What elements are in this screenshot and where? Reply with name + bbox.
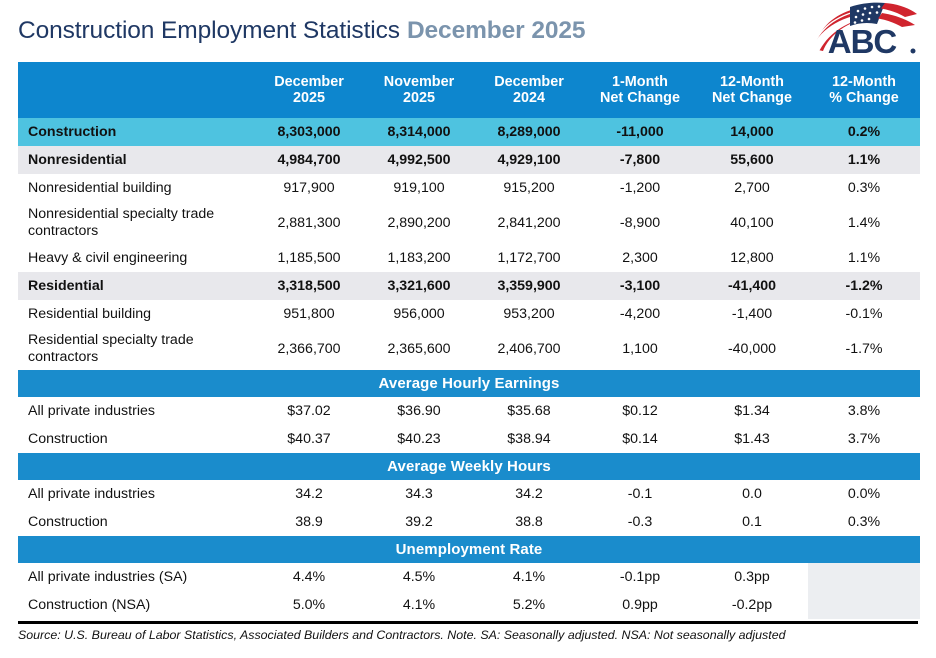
- row-value: 1,172,700: [474, 244, 584, 272]
- row-label: Nonresidential building: [18, 174, 254, 202]
- row-value: -8,900: [584, 202, 696, 244]
- row-value: $38.94: [474, 425, 584, 453]
- row-value: 0.0%: [808, 480, 920, 508]
- row-value: 0.3pp: [696, 563, 808, 591]
- row-value: 951,800: [254, 300, 364, 328]
- row-value: 3.8%: [808, 397, 920, 425]
- row-value: 8,289,000: [474, 118, 584, 146]
- statistics-table: [18, 62, 920, 619]
- table-row: [18, 174, 920, 202]
- table-row: [18, 272, 920, 300]
- svg-text:ABC: ABC: [827, 23, 897, 58]
- row-value: 2,700: [696, 174, 808, 202]
- abc-logo: [802, 2, 922, 58]
- section-title: Average Hourly Earnings: [18, 370, 920, 397]
- row-value: -1.2%: [808, 272, 920, 300]
- row-value: 4,929,100: [474, 146, 584, 174]
- row-label: Nonresidential specialty trade contractors: [18, 202, 254, 244]
- row-value: 34.2: [474, 480, 584, 508]
- row-value: 55,600: [696, 146, 808, 174]
- row-value: 0.2%: [808, 118, 920, 146]
- row-value: 4,992,500: [364, 146, 474, 174]
- row-value: 0.9pp: [584, 591, 696, 619]
- column-header-line2: 2025: [292, 90, 325, 106]
- page-title-main: Construction Employment Statistics: [18, 17, 400, 44]
- table-row: [18, 244, 920, 272]
- row-value: 5.2%: [474, 591, 584, 619]
- row-value: 1,183,200: [364, 244, 474, 272]
- row-value: 2,366,700: [254, 328, 364, 370]
- table-row: [18, 300, 920, 328]
- row-value: 34.2: [254, 480, 364, 508]
- row-value: $1.43: [696, 425, 808, 453]
- row-value: -1,400: [696, 300, 808, 328]
- table-row: [18, 508, 920, 536]
- row-label: Construction: [18, 118, 254, 146]
- table-row: [18, 425, 920, 453]
- row-label: All private industries (SA): [18, 563, 254, 591]
- column-header-dec-2024: [474, 62, 584, 118]
- row-value: 40,100: [696, 202, 808, 244]
- row-value: [808, 563, 920, 591]
- row-label: Construction: [18, 508, 254, 536]
- column-header-1month-net-change: [584, 62, 696, 118]
- row-value: -4,200: [584, 300, 696, 328]
- row-value: -0.2pp: [696, 591, 808, 619]
- column-header-12month-net-change: [696, 62, 808, 118]
- row-value: 3.7%: [808, 425, 920, 453]
- row-value: 12,800: [696, 244, 808, 272]
- row-label: Construction (NSA): [18, 591, 254, 619]
- row-value: 917,900: [254, 174, 364, 202]
- column-header-line2: % Change: [829, 90, 899, 106]
- table-row: [18, 202, 920, 244]
- column-header-line1: December: [494, 73, 564, 90]
- row-value: 2,365,600: [364, 328, 474, 370]
- column-header-line2: Net Change: [712, 90, 792, 106]
- row-value: 2,406,700: [474, 328, 584, 370]
- row-value: $37.02: [254, 397, 364, 425]
- row-value: $40.23: [364, 425, 474, 453]
- row-value: 0.1: [696, 508, 808, 536]
- divider-bottom: [18, 621, 918, 624]
- row-label: Heavy & civil engineering: [18, 244, 254, 272]
- column-header-line2: 2024: [512, 90, 545, 106]
- row-value: [808, 591, 920, 619]
- row-value: -41,400: [696, 272, 808, 300]
- row-value: 4.1%: [364, 591, 474, 619]
- table-section-row: [18, 536, 920, 563]
- row-value: -1.7%: [808, 328, 920, 370]
- row-label: All private industries: [18, 480, 254, 508]
- row-value: 915,200: [474, 174, 584, 202]
- row-value: 2,300: [584, 244, 696, 272]
- row-value: $0.14: [584, 425, 696, 453]
- row-value: -0.1pp: [584, 563, 696, 591]
- row-value: 1.1%: [808, 146, 920, 174]
- row-value: 1.4%: [808, 202, 920, 244]
- row-value: 3,321,600: [364, 272, 474, 300]
- row-value: 0.3%: [808, 508, 920, 536]
- row-value: -0.1: [584, 480, 696, 508]
- row-label: Nonresidential: [18, 146, 254, 174]
- row-value: 38.8: [474, 508, 584, 536]
- table-head: [18, 62, 920, 118]
- row-value: -1,200: [584, 174, 696, 202]
- row-value: 14,000: [696, 118, 808, 146]
- row-value: 8,303,000: [254, 118, 364, 146]
- section-title: Average Weekly Hours: [18, 453, 920, 480]
- row-value: 3,318,500: [254, 272, 364, 300]
- row-value: 4.1%: [474, 563, 584, 591]
- statistics-table-wrapper: [18, 62, 918, 619]
- page-title-period: December 2025: [406, 17, 586, 44]
- row-value: 1,185,500: [254, 244, 364, 272]
- section-title: Unemployment Rate: [18, 536, 920, 563]
- report-header: [0, 0, 936, 62]
- row-value: 2,890,200: [364, 202, 474, 244]
- table-row: [18, 328, 920, 370]
- table-section-row: [18, 370, 920, 397]
- source-footnote: Source: U.S. Bureau of Labor Statistics, Associated Builders and Contractors. Note. SA: Seasonally adjusted. NSA: Not seasonally adjusted: [18, 628, 786, 642]
- row-value: 34.3: [364, 480, 474, 508]
- row-label: Residential building: [18, 300, 254, 328]
- row-value: -0.1%: [808, 300, 920, 328]
- row-value: -40,000: [696, 328, 808, 370]
- row-value: 0.0: [696, 480, 808, 508]
- row-value: 4.5%: [364, 563, 474, 591]
- column-header-line2: 2025: [402, 90, 435, 106]
- table-header-row: [18, 62, 920, 118]
- table-row: [18, 397, 920, 425]
- table-row: [18, 563, 920, 591]
- row-value: 4.4%: [254, 563, 364, 591]
- row-value: $0.12: [584, 397, 696, 425]
- row-value: 5.0%: [254, 591, 364, 619]
- row-value: $35.68: [474, 397, 584, 425]
- column-header-line1: December: [274, 73, 344, 90]
- column-header-nov-2025: [364, 62, 474, 118]
- row-value: 8,314,000: [364, 118, 474, 146]
- row-label: Construction: [18, 425, 254, 453]
- row-value: -3,100: [584, 272, 696, 300]
- column-header-line1: 12-Month: [720, 73, 784, 90]
- row-value: -11,000: [584, 118, 696, 146]
- column-header-line2: Net Change: [600, 90, 680, 106]
- row-value: 1.1%: [808, 244, 920, 272]
- row-label: All private industries: [18, 397, 254, 425]
- column-header-12month-pct-change: [808, 62, 920, 118]
- table-row: [18, 146, 920, 174]
- row-label: Residential: [18, 272, 254, 300]
- row-value: 38.9: [254, 508, 364, 536]
- row-value: 953,200: [474, 300, 584, 328]
- row-value: 2,881,300: [254, 202, 364, 244]
- row-value: -7,800: [584, 146, 696, 174]
- column-header-line1: November: [383, 73, 455, 90]
- row-value: $40.37: [254, 425, 364, 453]
- row-value: 919,100: [364, 174, 474, 202]
- row-value: $1.34: [696, 397, 808, 425]
- column-header-line1: 12-Month: [832, 73, 896, 90]
- column-header-line1: 1-Month: [612, 73, 668, 90]
- row-value: 1,100: [584, 328, 696, 370]
- row-value: 2,841,200: [474, 202, 584, 244]
- row-value: $36.90: [364, 397, 474, 425]
- row-value: 4,984,700: [254, 146, 364, 174]
- row-value: 39.2: [364, 508, 474, 536]
- row-value: 0.3%: [808, 174, 920, 202]
- page-title: [18, 17, 585, 45]
- table-row: [18, 480, 920, 508]
- row-value: 956,000: [364, 300, 474, 328]
- row-value: 3,359,900: [474, 272, 584, 300]
- column-header-label: [18, 62, 254, 118]
- table-row: [18, 118, 920, 146]
- row-label: Residential specialty trade contractors: [18, 328, 254, 370]
- column-header-dec-2025: [254, 62, 364, 118]
- table-row: [18, 591, 920, 619]
- table-body: [18, 118, 920, 619]
- row-value: -0.3: [584, 508, 696, 536]
- table-section-row: [18, 453, 920, 480]
